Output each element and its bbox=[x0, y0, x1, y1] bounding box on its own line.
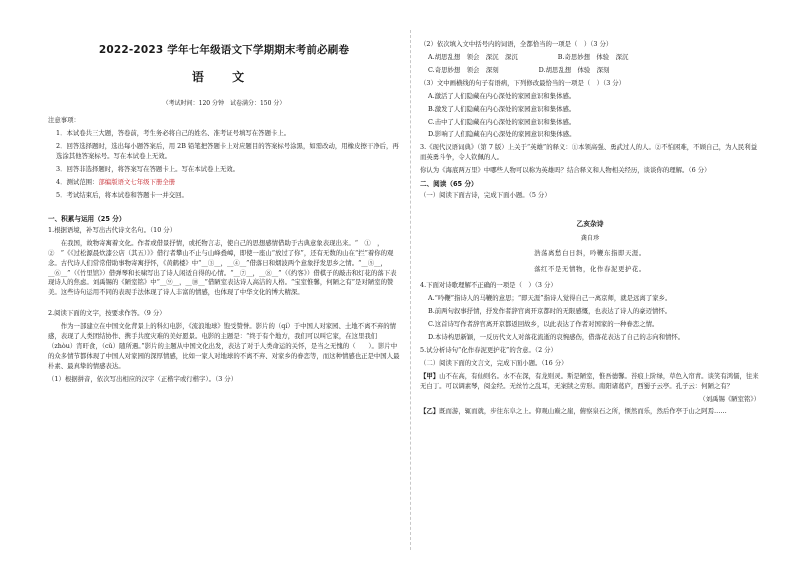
option-a: A.激活了人们隐藏在内心深处的家园意识和集体感。 bbox=[428, 91, 576, 100]
option-d: D.胡思乱想 体验 深刻 bbox=[538, 65, 610, 74]
option-b: B.激发了人们隐藏在内心深处的家园意识和集体感。 bbox=[428, 104, 576, 113]
question-ask: 你认为《海底两万里》中哪些人物可以称为英雄吗？结合释义和人物相关经历，谈谈你的理解。（6 分） bbox=[420, 166, 711, 175]
note-item: 3．回答非选择题时，将答案写在答题卡上。写在本试卷上无效。 bbox=[56, 164, 240, 173]
option-c: C.奇思妙想 领会 深刻 bbox=[428, 65, 499, 74]
option-a: A.“吟鞭”指诗人的马鞭的意思；“即天涯”指诗人觉得自己一离京师，就是远离了家乡。 bbox=[428, 294, 672, 303]
passage-source: （刘禹锡《陋室铭》） bbox=[699, 394, 760, 403]
passage-jia bbox=[420, 372, 760, 392]
poem-author: 龚自珍 bbox=[580, 234, 600, 242]
note-item: 5．考试结束后，将本试卷和答题卡一并交回。 bbox=[56, 190, 188, 199]
option-b: B.奇思妙想 体验 深沉 bbox=[557, 52, 629, 61]
question-text: 作为一部建立在中国文化背景上的科幻电影，《流浪地球》饱受赞誉。影片的（qí）于中国人对家园、土地不离不弃的情感，表现了人类团结协作、携手共度灾难的美好愿景。电影的主题是：“终于有个地方，我们可以叫它家，在这里我们（zhòu）宵旰食，（cǔ）随所遇。”影片的主题从中国文化出发，表达了对于人类命运的关怀，是当之无愧的（ ）。影片中的众多情节都体现了中国人对家园的深厚情感，比如一家人对地球的不离不弃、对家乡的眷恋等，而这种情感也正是中国人最朴素、最真挚的情感表达。 bbox=[48, 322, 400, 370]
exam-meta: （考试时间：120 分钟 试卷满分：150 分） bbox=[162, 99, 286, 107]
note-item: 2．回答选择题时，选出每小题答案后，用 2B 铅笔把答题卡上对应题目的答案标号涂黑，如需改动，用橡皮擦干净后，再选涂其他答案标号。写在本试卷上无效。 bbox=[56, 142, 399, 160]
sub-question: （2）依次填入文中括号内的词语，全都恰当的一项是（ ）（3 分） bbox=[420, 40, 613, 48]
note-scope-label: 4．测试范围： bbox=[56, 177, 99, 186]
passage-text: 既而游，辄而就，步往东阜之上。仰观山巅之崖，俯察泉石之所，惬然而乐，然后作亭于山之阿焉…… bbox=[439, 407, 727, 416]
right-column bbox=[420, 0, 760, 562]
option-d: D.本诗构思新颖，一反历代文人对落花流逝的哀惋感伤，借落花表达了自己的志向和情怀。 bbox=[428, 332, 685, 341]
passage-yi bbox=[420, 407, 760, 417]
notes-heading: 注意事项： bbox=[48, 116, 80, 125]
option-c: C.这首诗写作者辞官离开京都返回故乡，以此表达了作者对国家的一种眷恋之情。 bbox=[428, 320, 659, 329]
option-row bbox=[420, 53, 760, 63]
section-heading: 一、积累与运用（25 分） bbox=[48, 214, 126, 223]
section-heading: 二、阅读（65 分） bbox=[420, 180, 478, 189]
poem-line: 落红不是无情物，化作春泥更护花。 bbox=[534, 265, 646, 274]
passage-label: 【甲】 bbox=[420, 371, 440, 380]
passage-label: 【乙】 bbox=[420, 407, 440, 416]
column-divider bbox=[410, 30, 411, 550]
note-item: 1．本试卷共三大题，答卷前，考生务必将自己的姓名、准考证号填写在答题卡上。 bbox=[56, 129, 291, 138]
question-stem: 3.《现代汉语词典》（第 7 版）上关于“英雄”的释义：①本领高强、勇武过人的人。②不怕困难，不顾自己，为人民利益而英勇斗争，令人钦佩的人。 bbox=[420, 143, 758, 162]
poem-line: 浩荡离愁白日斜，吟鞭东指即天涯。 bbox=[534, 249, 646, 258]
question-stem: 1.根据语境，补写出古代诗文名句。（10 分） bbox=[48, 225, 177, 234]
option-row bbox=[420, 66, 760, 76]
subsection-heading: （一）阅读下面古诗，完成下面小题。（5 分） bbox=[420, 191, 551, 200]
question-stem: 5.试分析诗句“化作春泥更护花”的含意。（2 分） bbox=[420, 345, 557, 354]
option-c: C.击中了人们隐藏在内心深处的家园意识和集体感。 bbox=[428, 117, 576, 126]
option-b: B.前两句叙事抒情，抒发作者辞官离开京都时的无限感慨，也表达了诗人的豪迈情怀。 bbox=[428, 307, 672, 316]
exam-title: 2022-2023 学年七年级语文下学期期末考前必刷卷 bbox=[98, 44, 350, 56]
option-d: D.影响了人们隐藏在内心深处的家园意识和集体感。 bbox=[428, 130, 576, 139]
left-column bbox=[48, 0, 400, 562]
question-text: 在我国，故物寄寓着文化。作者或借景抒情，或托物言志，使自己的思想感情借助于古典意象表现出来。“ ① ， ② ”《《过松源晨炊漆公店（其五）》》借行者攀山不止与山峰叠嶂，即使一座山“放过了你”，还有无数的山在“拦”着你的观念。古代诗人们常常借助事物寄寓抒怀，《黄鹤楼》中“__③__，__④__”借落日和烟波两个意象抒发思乡之情。“__⑤__，__⑥__”（《竹里馆》）借弹琴和长啸写出了诗人闲适自得的心情。“__⑦__，__⑧__”（《约客》）借棋子的敲击和灯花的落下表现诗人的焦虑。刘禹锡的《陋室铭》中“__⑨__，__⑩__”借陋室表达诗人高洁的人格。“宝室惟馨，何陋之有”是对陋室的赞美。这些诗句运用不同的表现手法体现了诗人丰富的情感，也体现了中华文化的博大精深。 bbox=[48, 238, 397, 297]
poem-title: 乙亥杂诗 bbox=[576, 220, 604, 229]
option-a: A.胡思乱想 领会 深沉 深沉 bbox=[428, 52, 518, 61]
note-scope-value: 部编版语文七年级下册全册 bbox=[98, 177, 176, 186]
subject-title: 语 文 bbox=[191, 70, 257, 85]
question-stem: 2.阅读下面的文字，按要求作答。（9 分） bbox=[48, 309, 166, 318]
question-stem: 4.下面对诗歌理解不正确的一项是（ ）（3 分） bbox=[420, 281, 557, 290]
passage-text: 山不在高，有仙则名。水不在深，有龙则灵。斯是陋室，惟吾德馨。苔痕上阶绿，草色入帘青。谈笑有鸿儒，往来无白丁。可以调素琴，阅金经。无丝竹之乱耳，无案牍之劳形。南阳诸葛庐，西蜀子云亭。孔子云：何陋之有？ bbox=[420, 371, 759, 390]
subsection-heading: （二）阅读下面的文言文，完成下面小题。（16 分） bbox=[420, 358, 568, 367]
sub-question: （3）文中画横线的句子有语病，下列修改最恰当的一项是（ ）（3 分） bbox=[420, 78, 626, 87]
note-item-scope bbox=[48, 178, 400, 188]
sub-question: （1）根据拼音，依次写出相应的汉字（正楷字或行楷字）。（3 分） bbox=[48, 374, 238, 383]
